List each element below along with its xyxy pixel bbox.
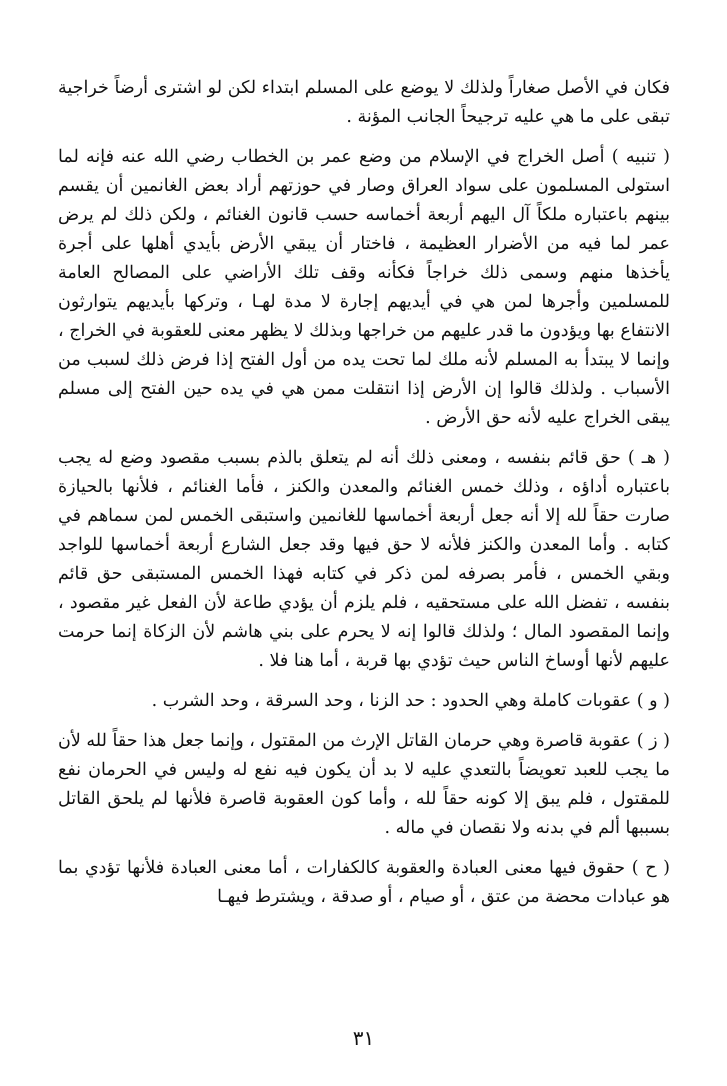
paragraph-self-standing-right: ( هـ ) حق قائم بنفسه ، ومعنى ذلك أنه لم يتعلق بالذم بسبب مقصود وضع له يجب باعتباره أداؤه ، وذلك خمس الغنائم والمعدن والكنز ، فأما الغنائم ، فلأنها بالحيازة صارت حقاً لله إلا أنه جعل أربعة أخماسها للغانمين واستبقى الخمس لمن سماهم في كتابه . وأما المعدن والكنز فلأنه لا حق فيها وقد جعل الشارع أربعة أخماسها للواجد وبقي الخمس ، فأمر بصرفه لمن ذكر في كتابه فهذا الخمس المستبقى حق قائم بنفسه ، تفضل الله على مستحقيه ، فلم يلزم أن يؤدي طاعة لأن الفعل غير مقصود ، وإنما المقصود المال ؛ ولذلك قالوا إنه لا يحرم على بني هاشم لأن الزكاة إنما حرمت عليهم لأنها أوساخ الناس حيث تؤدي بها قربة ، أما هنا فلا . (58, 448, 671, 671)
paragraph-expiations: ( ح ) حقوق فيها معنى العبادة والعقوبة كالكفارات ، أما معنى العبادة فلأنها تؤدي بما هو عبادات محضة من عتق ، أو صيام ، أو صدقة ، ويشترط فيهـا (58, 858, 670, 907)
page-number: ٣١ (352, 1026, 375, 1050)
paragraph-kharaj-land: فكان في الأصل صغاراً ولذلك لا يوضع على المسلم ابتداء لكن لو اشترى أرضاً خراجية تبقى على ما هي عليه ترجيحاً الجانب المؤنة . (58, 78, 670, 127)
page-body (58, 74, 670, 912)
paragraph-complete-punishments: ( و ) عقوبات كاملة وهي الحدود : حد الزنا ، وحد السرقة ، وحد الشرب . (151, 691, 670, 711)
paragraph-deficient-punishment: ( ز ) عقوبة قاصرة وهي حرمان القاتل الإرث من المقتول ، وإنما جعل هذا حقاً لله لأن ما يجب للعبد تعويضاً بالتعدي عليه لا بد أن يكون فيه نفع له وليس في الحرمان نفع للمقتول ، فلم يبق إلا كونه حقاً لله ، وأما كون العقوبة قاصرة فلأنها لم يلحق القاتل بسببها ألم في بدنه ولا نقصان في ماله . (58, 731, 670, 838)
paragraph-note-origin-kharaj: ( تنبيه ) أصل الخراج في الإسلام من وضع عمر بن الخطاب رضي الله عنه فإنه لما استولى المسلمون على سواد العراق وصار في حوزتهم أراد بعض الغانمين أن يقسم بينهم باعتباره ملكاً آل اليهم أربعة أخماسه حسب قانون الغنائم ، ولكن ذلك لم يرض عمر لما فيه من الأضرار العظيمة ، فاختار أن يبقي الأرض بأيدي أهلها على أجرة يأخذها منهم وسمى ذلك خراجاً فكأنه وقف تلك الأراضي على المصالح العامة للمسلمين وأجرها لمن هي في أيديهم إجارة لا مدة لهـا ، وتركها بأيديهم يتوارثون الانتفاع بها ويؤدون ما قدر عليهم من خراجها وبذلك لا يظهر معنى للعقوبة في الخراج ، وإنما لا يبتدأ به المسلم لأنه ملك لما تحت يده من أول الفتح إذا فرض ذلك لسبب من الأسباب . ولذلك قالوا إن الأرض إذا انتقلت ممن هي في يده حين الفتح إلى مسلم يبقى الخراج عليه لأنه حق الأرض . (58, 147, 670, 428)
